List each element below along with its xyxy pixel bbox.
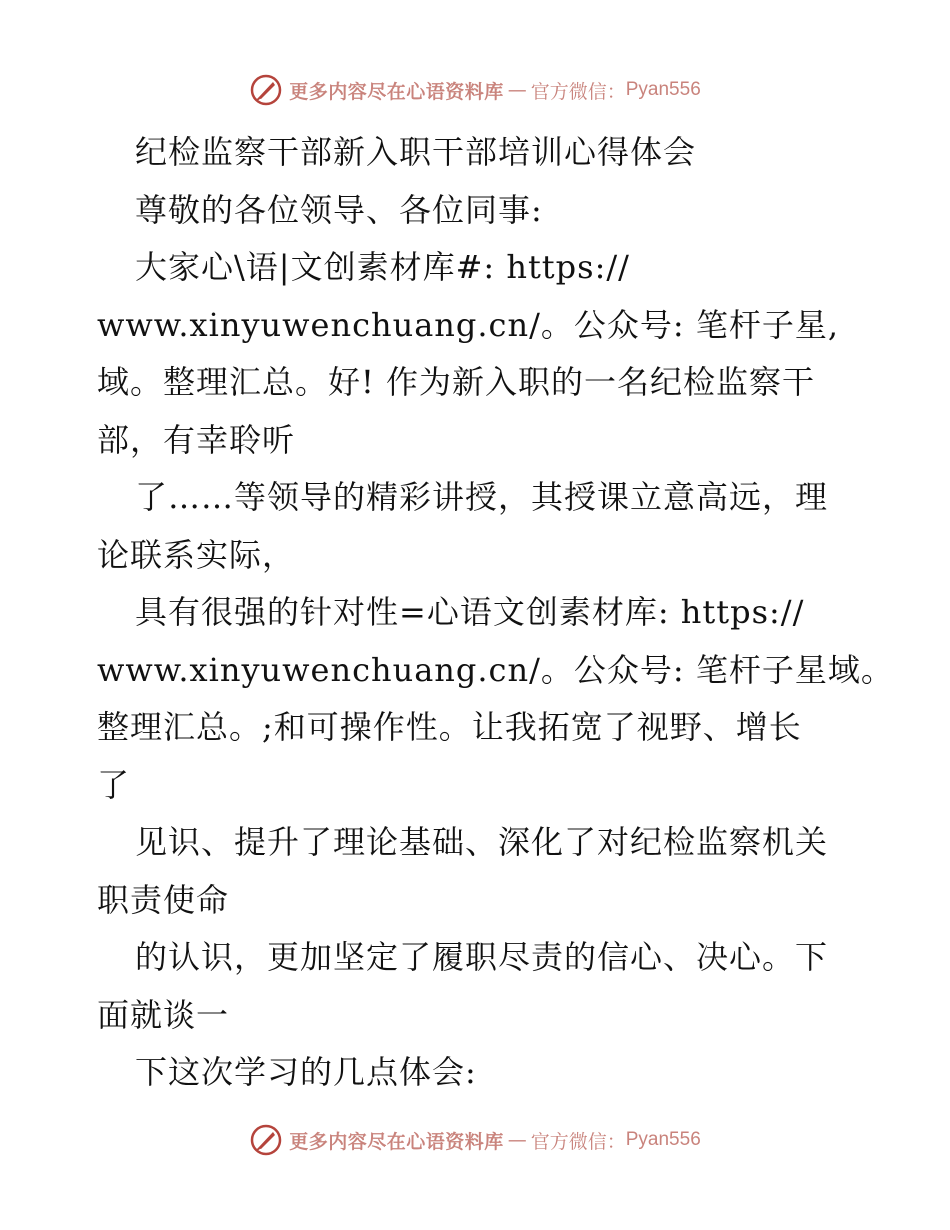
text-line: 部，有幸聆听 <box>97 420 296 459</box>
text-line: 见识、提升了理论基础、深化了对纪检监察机关 <box>135 823 829 861</box>
text-line: 论联系实际， <box>97 535 296 574</box>
text-line: 整理汇总。;和可操作性。让我拓宽了视野、增长 <box>97 708 802 746</box>
document-body <box>97 124 894 1102</box>
text-line: 的认识，更加坚定了履职尽责的信心、决心。下 <box>135 938 829 976</box>
footer-banner <box>0 1120 950 1160</box>
quill-logo-icon <box>249 1123 283 1157</box>
banner-wechat-id: Pyan556 <box>625 1129 701 1150</box>
salutation: 尊敬的各位领导、各位同事: <box>135 190 543 229</box>
text-line: www.xinyuwenchuang.cn/。公众号: 笔杆子星域。 <box>97 650 894 689</box>
text-line: 大家心\语|文创素材库#: https:// <box>135 248 630 286</box>
banner-text: 更多内容尽在心语资料库 <box>289 80 504 103</box>
banner-separator: — <box>507 79 527 101</box>
banner-text: 更多内容尽在心语资料库 <box>289 1130 504 1153</box>
banner-wechat-id: Pyan556 <box>625 79 701 100</box>
quill-logo-icon <box>249 73 283 107</box>
text-line: 了……等领导的精彩讲授，其授课立意高远，理 <box>135 478 829 516</box>
text-line: 具有很强的针对性=心语文创素材库: https:// <box>135 593 805 631</box>
text-line: www.xinyuwenchuang.cn/。公众号: 笔杆子星, <box>97 305 839 344</box>
text-line: 了 <box>97 765 131 804</box>
header-banner <box>0 70 950 110</box>
banner-separator: — <box>507 1129 527 1151</box>
text-line: 下这次学习的几点体会: <box>135 1053 477 1091</box>
text-line: 域。整理汇总。好! 作为新入职的一名纪检监察干 <box>97 363 816 401</box>
text-line: 职责使命 <box>97 880 230 919</box>
text-line: 面就谈一 <box>97 995 230 1034</box>
document-title: 纪检监察干部新入职干部培训心得体会 <box>135 133 697 171</box>
banner-wechat-label: 官方微信： <box>530 1130 626 1153</box>
banner-wechat-label: 官方微信： <box>530 80 626 103</box>
